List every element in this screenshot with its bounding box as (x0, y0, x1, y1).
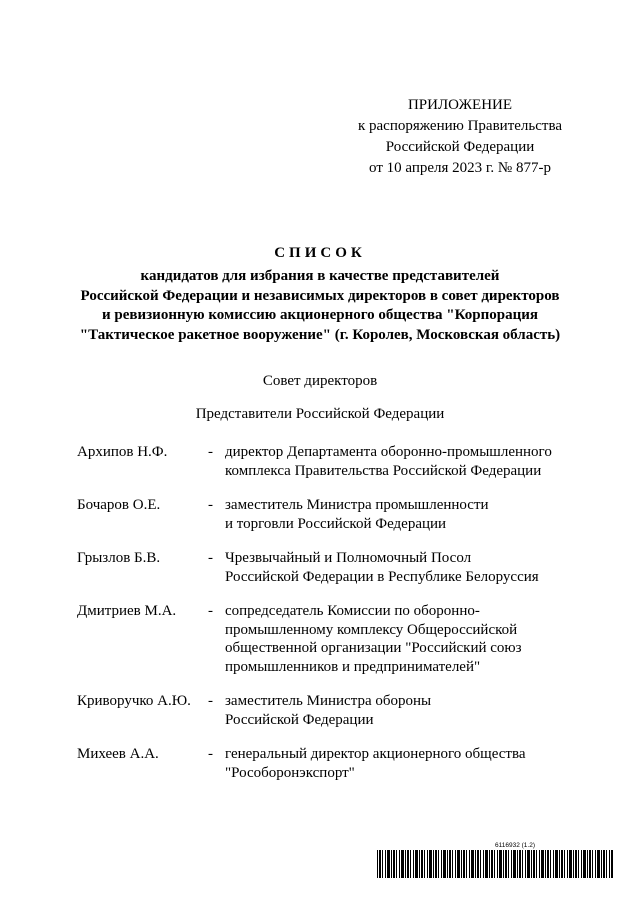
position-line: заместитель Министра промышленности (225, 497, 489, 513)
member-position (225, 745, 577, 782)
list-item (77, 549, 577, 586)
document-title: СПИСОК (274, 245, 366, 261)
member-name: Архипов Н.Ф. (77, 444, 168, 460)
appendix-line: Российской Федерации (385, 139, 535, 155)
position-line: промышленному комплексу Общероссийской (225, 621, 518, 638)
dash-separator: - (208, 693, 213, 709)
member-position (225, 602, 577, 676)
dash-separator: - (208, 746, 213, 762)
list-item (77, 602, 577, 676)
position-line: Российской Федерации в Республике Белоруссия (225, 568, 539, 585)
position-line: заместитель Министра обороны (225, 693, 432, 709)
subtitle-line: и ревизионную комиссию акционерного общества "Корпорация (102, 307, 538, 323)
position-line: Российской Федерации (225, 711, 374, 728)
position-line: комплекса Правительства Российской Федерации (225, 462, 542, 479)
appendix-line: от 10 апреля 2023 г. № 877-р (369, 160, 551, 176)
document-barcode (377, 842, 613, 878)
member-position (225, 692, 577, 729)
position-line: и торговли Российской Федерации (225, 515, 447, 532)
position-line: общественной организации "Российский союз (225, 640, 522, 656)
member-name: Криворучко А.Ю. (77, 693, 191, 709)
position-line: генеральный директор акционерного общества (225, 746, 526, 762)
subtitle-line: кандидатов для избрания в качестве представителей (140, 268, 500, 284)
appendix-header (340, 95, 580, 179)
list-item (77, 692, 577, 729)
member-name: Дмитриев М.А. (77, 603, 177, 619)
members-list (77, 443, 577, 798)
subtitle-line: "Тактическое ракетное вооружение" (г. Королев, Московская область) (79, 326, 561, 343)
member-position (225, 549, 577, 586)
member-position (225, 443, 577, 480)
appendix-line: ПРИЛОЖЕНИЕ (407, 97, 513, 113)
dash-separator: - (208, 497, 213, 513)
position-line: "Рособоронэкспорт" (225, 764, 355, 781)
dash-separator: - (208, 444, 213, 460)
position-line: Чрезвычайный и Полномочный Посол (225, 550, 472, 566)
member-name: Грызлов Б.В. (77, 550, 161, 566)
appendix-line: к распоряжению Правительства (357, 118, 562, 134)
document-subtitle (60, 267, 580, 345)
list-item (77, 745, 577, 782)
list-item (77, 443, 577, 480)
position-line: промышленников и предпринимателей" (225, 658, 481, 675)
representatives-heading: Представители Российской Федерации (195, 406, 445, 422)
dash-separator: - (208, 603, 213, 619)
member-position (225, 496, 577, 533)
list-item (77, 496, 577, 533)
member-name: Бочаров О.Е. (77, 497, 161, 513)
member-name: Михеев А.А. (77, 746, 159, 762)
subtitle-line: Российской Федерации и независимых директоров в совет директоров (80, 287, 560, 304)
barcode-icon (377, 850, 613, 878)
barcode-number: 6116932 (1.2) (495, 842, 535, 849)
board-heading: Совет директоров (262, 373, 378, 389)
dash-separator: - (208, 550, 213, 566)
position-line: сопредседатель Комиссии по оборонно- (225, 603, 480, 619)
position-line: директор Департамента оборонно-промышленного (225, 444, 552, 460)
